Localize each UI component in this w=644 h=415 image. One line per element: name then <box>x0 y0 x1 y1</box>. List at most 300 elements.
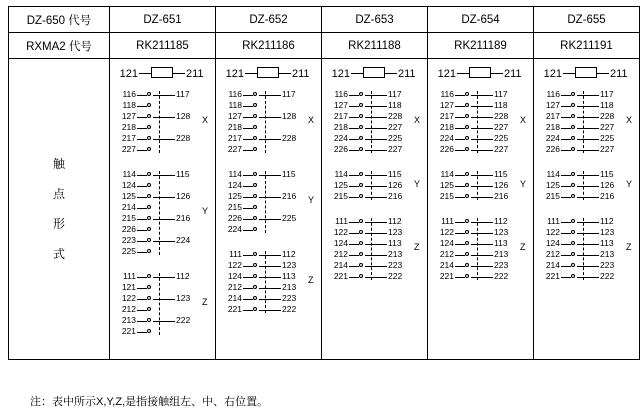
contact-point <box>253 252 257 256</box>
contact-wire-left <box>349 95 359 96</box>
contact-wire-left <box>455 186 465 187</box>
contact-point <box>359 92 363 96</box>
contact-wire-left <box>137 208 147 209</box>
terminal-number-right: 128 <box>176 111 191 121</box>
terminal-number-right: 222 <box>494 271 509 281</box>
contact-diagram-dz-651 <box>110 59 215 359</box>
terminal-number-left: 218 <box>227 122 242 132</box>
contact-point <box>253 147 257 151</box>
contact-wire-right <box>577 95 599 96</box>
actuator-dashed-line <box>583 171 584 200</box>
contact-wire-right <box>577 128 599 129</box>
contact-point <box>359 114 363 118</box>
table-row-rxma2-codes <box>9 33 640 59</box>
contact-wire-right <box>153 299 175 300</box>
terminal-number-left: 111 <box>335 216 348 226</box>
contact-point <box>147 307 151 311</box>
terminal-number-left: 217 <box>545 111 560 121</box>
terminal-number-left: 223 <box>121 235 136 245</box>
terminal-number-left: 127 <box>121 111 136 121</box>
diagram-cell-4 <box>534 59 640 360</box>
terminal-number-right: 123 <box>494 227 509 237</box>
terminal-number-right: 112 <box>282 249 296 259</box>
contact-wire-right <box>471 255 493 256</box>
model-rxma2-1: RK211186 <box>216 33 322 59</box>
terminal-number-right: 117 <box>282 89 296 99</box>
terminal-number-right: 117 <box>600 89 614 99</box>
document-page <box>0 6 644 415</box>
contact-wire-left <box>349 175 359 176</box>
contact-wire-left <box>561 106 571 107</box>
coil-right-number: 211 <box>504 68 522 80</box>
contact-wire-left <box>137 197 147 198</box>
terminal-number-left: 218 <box>439 122 454 132</box>
terminal-number-left: 111 <box>547 216 560 226</box>
contact-point <box>253 172 257 176</box>
contact-wire-left <box>349 117 359 118</box>
terminal-number-right: 113 <box>494 238 508 248</box>
contact-wire-left <box>455 150 465 151</box>
contact-wire-right <box>153 175 175 176</box>
terminal-number-left: 215 <box>333 191 348 201</box>
group-letter-z: Z <box>626 242 632 252</box>
terminal-number-right: 222 <box>176 315 191 325</box>
contact-wire-left <box>561 222 571 223</box>
diagram-cell-0 <box>110 59 216 360</box>
contact-wire-left <box>137 277 147 278</box>
contact-wire-left <box>561 197 571 198</box>
terminal-number-left: 225 <box>121 246 136 256</box>
contact-point <box>253 285 257 289</box>
contact-point <box>571 172 575 176</box>
contact-wire-left <box>137 219 147 220</box>
terminal-number-left: 212 <box>227 282 242 292</box>
terminal-number-left: 118 <box>122 100 136 110</box>
coil-box <box>469 67 491 78</box>
terminal-number-right: 126 <box>388 180 403 190</box>
terminal-number-right: 117 <box>176 89 190 99</box>
contact-point <box>465 147 469 151</box>
terminal-number-left: 111 <box>441 216 454 226</box>
contact-wire-right <box>577 277 599 278</box>
terminal-number-right: 112 <box>176 271 190 281</box>
terminal-number-right: 213 <box>494 249 509 259</box>
contact-point <box>571 103 575 107</box>
contact-point <box>147 125 151 129</box>
coil-left-number: 121 <box>437 68 456 80</box>
terminal-number-left: 124 <box>227 271 242 281</box>
contact-wire-left <box>349 139 359 140</box>
terminal-number-left: 221 <box>227 304 242 314</box>
contact-wire-right <box>471 128 493 129</box>
contact-point <box>571 183 575 187</box>
contact-point <box>147 238 151 242</box>
actuator-dashed-line <box>583 91 584 153</box>
contact-wire-right <box>153 117 175 118</box>
contact-point <box>147 318 151 322</box>
contact-point <box>253 125 257 129</box>
contact-wire-left <box>137 186 147 187</box>
contact-wire-left <box>137 106 147 107</box>
terminal-number-left: 114 <box>228 169 242 179</box>
terminal-number-right: 123 <box>176 293 191 303</box>
contact-form-char-3: 式 <box>52 247 65 261</box>
terminal-number-left: 122 <box>227 260 242 270</box>
terminal-number-left: 111 <box>123 271 136 281</box>
group-letter-z: Z <box>520 242 526 252</box>
contact-wire-right <box>365 150 387 151</box>
contact-wire-left <box>243 277 253 278</box>
terminal-number-left: 214 <box>439 260 454 270</box>
contact-form-char-1: 点 <box>52 187 65 201</box>
contact-wire-right <box>259 299 281 300</box>
contact-wire-left <box>455 197 465 198</box>
contact-wire-left <box>243 230 253 231</box>
terminal-number-left: 127 <box>333 100 348 110</box>
contact-wire-right <box>365 233 387 234</box>
terminal-number-left: 224 <box>439 133 454 143</box>
terminal-number-right: 222 <box>388 271 403 281</box>
row-header-contact-form <box>9 59 110 360</box>
terminal-number-right: 126 <box>600 180 615 190</box>
terminal-number-right: 113 <box>282 271 296 281</box>
contact-point <box>253 183 257 187</box>
contact-form-char-0: 触 <box>52 157 65 171</box>
terminal-number-left: 116 <box>228 89 242 99</box>
terminal-number-left: 214 <box>333 260 348 270</box>
terminal-number-left: 124 <box>227 180 242 190</box>
terminal-number-left: 125 <box>121 191 136 201</box>
contact-wire-left <box>137 139 147 140</box>
terminal-number-left: 224 <box>333 133 348 143</box>
terminal-number-right: 123 <box>282 260 297 270</box>
contact-wire-right <box>259 175 281 176</box>
contact-wire-left <box>243 208 253 209</box>
terminal-number-left: 221 <box>545 271 560 281</box>
contact-point <box>465 172 469 176</box>
contact-wire-left <box>561 266 571 267</box>
contact-wire-left <box>561 255 571 256</box>
coil-left-wire <box>563 73 575 74</box>
contact-wire-left <box>243 255 253 256</box>
terminal-number-left: 121 <box>121 282 136 292</box>
contact-wire-left <box>455 117 465 118</box>
coil-right-number: 211 <box>398 68 416 80</box>
contact-point <box>253 296 257 300</box>
contact-point <box>359 125 363 129</box>
coil-right-number: 211 <box>292 68 310 80</box>
contact-point <box>359 183 363 187</box>
contact-wire-left <box>561 117 571 118</box>
model-dz-1: DZ-652 <box>216 7 322 33</box>
terminal-number-left: 217 <box>121 133 136 143</box>
terminal-number-left: 124 <box>545 238 560 248</box>
terminal-number-left: 116 <box>122 89 136 99</box>
contact-wire-right <box>365 197 387 198</box>
model-dz-2: DZ-653 <box>322 7 428 33</box>
terminal-number-left: 224 <box>545 133 560 143</box>
terminal-number-left: 224 <box>227 224 242 234</box>
contact-wire-right <box>153 219 175 220</box>
contact-wire-left <box>137 310 147 311</box>
coil-left-number: 121 <box>119 68 138 80</box>
contact-wire-left <box>243 310 253 311</box>
terminal-number-left: 127 <box>545 100 560 110</box>
contact-point <box>465 136 469 140</box>
contact-wire-right <box>153 277 175 278</box>
terminal-number-right: 213 <box>388 249 403 259</box>
contact-wire-right <box>365 175 387 176</box>
terminal-number-right: 126 <box>176 191 191 201</box>
terminal-number-left: 227 <box>121 144 136 154</box>
terminal-number-right: 123 <box>600 227 615 237</box>
contact-wire-left <box>455 277 465 278</box>
terminal-number-right: 223 <box>600 260 615 270</box>
contact-wire-left <box>137 321 147 322</box>
contact-wire-left <box>455 175 465 176</box>
contact-wire-left <box>243 106 253 107</box>
contact-wire-right <box>365 186 387 187</box>
model-rxma2-4: RK211191 <box>534 33 640 59</box>
contact-wire-right <box>471 175 493 176</box>
terminal-number-left: 122 <box>439 227 454 237</box>
terminal-number-left: 125 <box>439 180 454 190</box>
contact-wire-right <box>365 106 387 107</box>
contact-wire-left <box>561 233 571 234</box>
contact-wire-left <box>455 139 465 140</box>
contact-point <box>359 230 363 234</box>
contact-wire-left <box>349 128 359 129</box>
contact-point <box>147 249 151 253</box>
contact-wire-left <box>455 255 465 256</box>
contact-wire-left <box>455 128 465 129</box>
contact-wire-right <box>471 186 493 187</box>
contact-point <box>147 216 151 220</box>
contact-wire-right <box>259 266 281 267</box>
coil-left-number: 121 <box>543 68 562 80</box>
terminal-number-right: 118 <box>600 100 614 110</box>
contact-wire-left <box>561 95 571 96</box>
contact-wire-left <box>561 175 571 176</box>
contact-wire-left <box>243 128 253 129</box>
contact-wire-left <box>137 150 147 151</box>
contact-point <box>359 136 363 140</box>
terminal-number-left: 215 <box>545 191 560 201</box>
contact-point <box>147 172 151 176</box>
terminal-number-left: 214 <box>545 260 560 270</box>
contact-wire-left <box>243 299 253 300</box>
terminal-number-left: 226 <box>333 144 348 154</box>
actuator-dashed-line <box>477 218 478 280</box>
terminal-number-left: 212 <box>333 249 348 259</box>
model-dz-4: DZ-655 <box>534 7 640 33</box>
contact-wire-right <box>365 139 387 140</box>
terminal-number-right: 115 <box>600 169 614 179</box>
terminal-number-left: 226 <box>545 144 560 154</box>
contact-point <box>359 103 363 107</box>
terminal-number-left: 214 <box>227 293 242 303</box>
coil-right-number: 211 <box>186 68 204 80</box>
actuator-dashed-line <box>265 91 266 153</box>
terminal-number-left: 221 <box>439 271 454 281</box>
terminal-number-right: 223 <box>282 293 297 303</box>
terminal-number-right: 228 <box>600 111 615 121</box>
contact-point <box>147 274 151 278</box>
contact-point <box>465 263 469 267</box>
contact-wire-right <box>259 288 281 289</box>
terminal-number-left: 122 <box>545 227 560 237</box>
terminal-number-right: 118 <box>388 100 402 110</box>
terminal-number-left: 127 <box>439 100 454 110</box>
contact-wire-right <box>577 117 599 118</box>
terminal-number-right: 225 <box>388 133 403 143</box>
contact-wire-left <box>243 150 253 151</box>
table-row-contact-forms <box>9 59 640 360</box>
terminal-number-left: 122 <box>333 227 348 237</box>
model-rxma2-2: RK211188 <box>322 33 428 59</box>
terminal-number-right: 112 <box>388 216 402 226</box>
contact-wire-right <box>153 321 175 322</box>
contact-wire-right <box>259 219 281 220</box>
contact-wire-right <box>365 255 387 256</box>
actuator-dashed-line <box>371 171 372 200</box>
contact-wire-right <box>577 186 599 187</box>
contact-point <box>147 296 151 300</box>
contact-wire-left <box>137 128 147 129</box>
contact-wire-right <box>471 117 493 118</box>
contact-point <box>253 216 257 220</box>
contact-wire-right <box>577 139 599 140</box>
terminal-number-right: 113 <box>600 238 614 248</box>
terminal-number-left: 212 <box>439 249 454 259</box>
contact-point <box>147 92 151 96</box>
coil-box <box>151 67 173 78</box>
contact-wire-right <box>471 150 493 151</box>
contact-point <box>571 274 575 278</box>
contact-wire-left <box>455 106 465 107</box>
contact-point <box>253 92 257 96</box>
contact-point <box>253 263 257 267</box>
terminal-number-right: 223 <box>494 260 509 270</box>
diagram-cell-1 <box>216 59 322 360</box>
contact-wire-left <box>243 186 253 187</box>
terminal-number-left: 116 <box>440 89 454 99</box>
diagram-cell-3 <box>428 59 534 360</box>
group-letter-z: Z <box>308 275 314 285</box>
contact-wire-left <box>137 117 147 118</box>
contact-point <box>253 194 257 198</box>
contact-wire-left <box>243 139 253 140</box>
terminal-number-left: 215 <box>121 213 136 223</box>
contact-wire-left <box>349 106 359 107</box>
contact-point <box>571 114 575 118</box>
contact-point <box>359 263 363 267</box>
coil-box <box>363 67 385 78</box>
contact-wire-left <box>349 222 359 223</box>
contact-point <box>359 147 363 151</box>
contact-wire-right <box>471 197 493 198</box>
contact-wire-left <box>561 128 571 129</box>
contact-wire-left <box>243 288 253 289</box>
contact-wire-left <box>561 186 571 187</box>
contact-wire-right <box>471 244 493 245</box>
contact-point <box>571 230 575 234</box>
terminal-number-left: 226 <box>121 224 136 234</box>
contact-point <box>147 183 151 187</box>
contact-wire-left <box>137 175 147 176</box>
terminal-number-right: 223 <box>388 260 403 270</box>
terminal-number-left: 217 <box>439 111 454 121</box>
coil-right-wire <box>597 73 609 74</box>
model-dz-0: DZ-651 <box>110 7 216 33</box>
terminal-number-left: 114 <box>440 169 454 179</box>
terminal-number-right: 118 <box>494 100 508 110</box>
contact-point <box>253 114 257 118</box>
contact-point <box>147 205 151 209</box>
terminal-number-right: 222 <box>600 271 615 281</box>
group-letter-y: Y <box>202 206 209 216</box>
contact-wire-right <box>259 197 281 198</box>
terminal-number-right: 117 <box>494 89 508 99</box>
terminal-number-left: 227 <box>227 144 242 154</box>
terminal-number-right: 216 <box>494 191 509 201</box>
contact-wire-left <box>349 186 359 187</box>
contact-wire-right <box>365 222 387 223</box>
actuator-dashed-line <box>265 251 266 313</box>
terminal-number-left: 127 <box>227 111 242 121</box>
contact-point <box>465 194 469 198</box>
contact-wire-right <box>259 117 281 118</box>
terminal-number-right: 216 <box>388 191 403 201</box>
coil-left-number: 121 <box>331 68 350 80</box>
group-letter-y: Y <box>414 178 421 189</box>
contact-wire-right <box>365 128 387 129</box>
contact-wire-left <box>455 266 465 267</box>
terminal-number-left: 116 <box>546 89 560 99</box>
contact-wire-left <box>349 277 359 278</box>
terminal-number-left: 218 <box>333 122 348 132</box>
terminal-number-right: 115 <box>388 169 402 179</box>
contact-form-table <box>8 6 640 360</box>
contact-point <box>359 172 363 176</box>
group-letter-y: Y <box>308 195 315 205</box>
contact-point <box>359 219 363 223</box>
contact-wire-right <box>365 244 387 245</box>
coil-right-wire <box>491 73 503 74</box>
contact-wire-left <box>243 219 253 220</box>
coil-right-wire <box>279 73 291 74</box>
terminal-number-right: 227 <box>388 122 403 132</box>
terminal-number-left: 124 <box>333 238 348 248</box>
contact-point <box>571 263 575 267</box>
contact-point <box>253 103 257 107</box>
contact-wire-right <box>471 277 493 278</box>
terminal-number-right: 227 <box>388 144 403 154</box>
contact-point <box>147 194 151 198</box>
terminal-number-right: 225 <box>600 133 615 143</box>
contact-point <box>147 285 151 289</box>
contact-point <box>253 307 257 311</box>
contact-wire-left <box>137 241 147 242</box>
terminal-number-left: 221 <box>333 271 348 281</box>
contact-point <box>465 219 469 223</box>
terminal-number-left: 213 <box>121 315 136 325</box>
terminal-number-right: 213 <box>282 282 297 292</box>
terminal-number-right: 126 <box>494 180 509 190</box>
terminal-number-right: 228 <box>494 111 509 121</box>
contact-wire-right <box>153 197 175 198</box>
contact-wire-left <box>349 197 359 198</box>
